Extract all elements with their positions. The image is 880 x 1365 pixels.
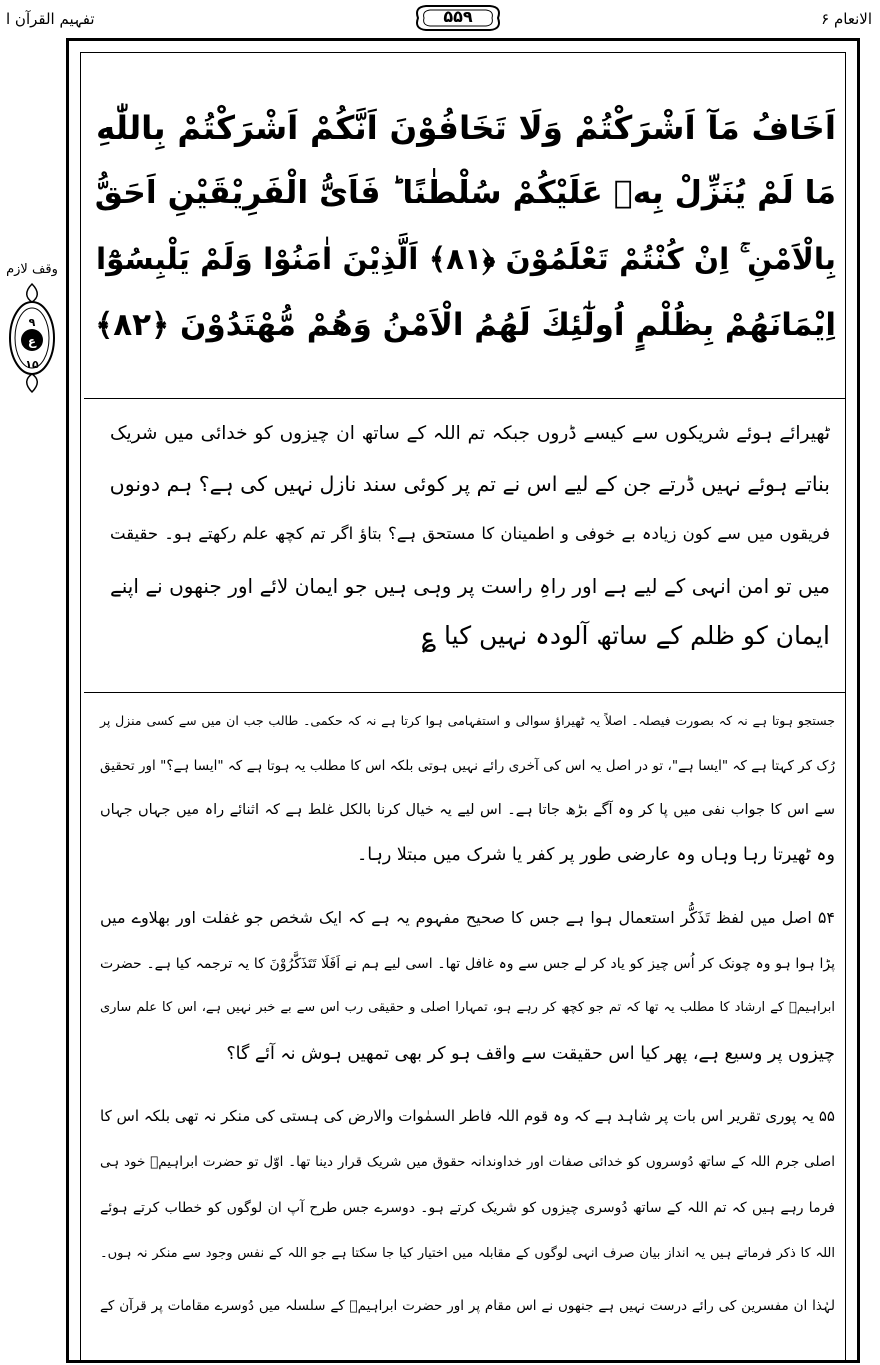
quran-line: مَا لَمْ يُنَزِّلْ بِهٖ عَلَيْكُمْ سُلْطٰنًا ؕ فَاَیُّ الْفَرِيْقَيْنِ اَحَقُّ [94, 175, 836, 211]
quran-line: اَخَافُ مَآ اَشْرَكْتُمْ وَلَا تَخَافُوْنَ اَنَّكُمْ اَشْرَكْتُمْ بِاللّٰهِ [96, 109, 836, 147]
note-54-line: ۵۴ اصل میں لفظ تَذَكُّر استعمال ہوا ہے جس کا صحیح مفہوم یہ ہے کہ ایک شخص جو غفلت اور بھلاوے میں [100, 908, 835, 927]
book-title: تفہیم القرآن ا [6, 10, 95, 28]
page-number: ۵۵۹ [443, 7, 473, 26]
ruku-symbol: ع [27, 334, 37, 348]
note-line: ابراہیمؑ کے ارشاد کا مطلب یہ تھا کہ تم جو کچھ کر رہے ہو، تمہارا اصلی و حقیقی رب اس سے بے خبر نہیں ہے، اس کا علم ساری [100, 1000, 835, 1015]
translation-line: میں تو امن انہی کے لیے ہے اور راہِ راست پر وہی ہیں جو ایمان لائے اور جنھوں نے اپنے [110, 574, 830, 598]
quran-line: بِالْاَمْنِ ۚ اِنْ كُنْتُمْ تَعْلَمُوْنَ ﴿۸۱﴾ اَلَّذِيْنَ اٰمَنُوْا وَلَمْ يَلْبِسُوْٓا [96, 242, 837, 276]
ruku-number-top: ۹ [28, 316, 36, 329]
quran-line: اِيْمَانَهُمْ بِظُلْمٍ اُولٰٓئِكَ لَهُمُ الْاَمْنُ وَهُمْ مُّهْتَدُوْنَ ﴿۸۲﴾ [95, 307, 836, 343]
section-divider [84, 398, 846, 399]
translation-line: فریقوں میں سے کون زیادہ بے خوفی و اطمینان کا مستحق ہے؟ بتاؤ اگر تم کچھ علم رکھتے ہو۔ حقیقت [110, 524, 830, 543]
note-line: لہٰذا ان مفسرین کی رائے درست نہیں ہے جنھوں نے اس مقام پر اور حضرت ابراہیمؑ کے سلسلہ میں دُوسرے مقامات پر قرآن کے [100, 1298, 835, 1314]
translation-line: بناتے ہوئے نہیں ڈرتے جن کے لیے اس نے تم پر کوئی سند نازل نہیں کی ہے؟ ہم دونوں [109, 472, 830, 496]
note-line: جستجو ہوتا ہے نہ کہ بصورت فیصلہ۔ اصلاً یہ ٹھیراؤ سوالی و استفہامی ہوا کرتا ہے نہ کہ حکمی۔ طالب جب ان میں سے کسی منزل پر [100, 713, 835, 728]
translation-line: ٹھیرائے ہوئے شریکوں سے کیسے ڈروں جبکہ تم اللہ کے ساتھ ان چیزوں کو خدائی میں شریک [110, 423, 830, 444]
note-line: اصلی جرم اللہ کے ساتھ دُوسروں کو خدائی صفات اور خداوندانہ حقوق میں شریک قرار دینا تھا۔ اوّل تو حضرت ابراہیمؑ خود ہی [100, 1154, 835, 1170]
note-line: وہ ٹھیرتا رہا وہاں وہ عارضی طور پر کفر یا شرک میں مبتلا رہا۔ [356, 845, 835, 865]
note-line: رُک کر کہتا ہے کہ "ایسا ہے"، تو در اصل یہ اس کی آخری رائے نہیں ہوتی بلکہ اس کا مطلب یہ ہوتا ہے کہ "ایسا ہے؟" اور تحقیق [100, 758, 835, 774]
note-line: سے اس کا جواب نفی میں پا کر وہ آگے بڑھ جاتا ہے۔ اس لیے یہ خیال کرنا بالکل غلط ہے کہ اثنائے راہ میں جہاں جہاں [100, 802, 835, 818]
ruku-number-bottom: ۱۵ [25, 358, 39, 371]
note-line: چیزوں پر وسیع ہے، پھر کیا اس حقیقت سے واقف ہو کر بھی تمھیں ہوش نہ آئے گا؟ [226, 1044, 835, 1064]
notes-divider [84, 692, 846, 693]
surah-name: الانعام ۶ [821, 10, 872, 28]
waqf-lazim-label: وقف لازم [6, 262, 58, 277]
note-line: فرما رہے ہیں کہ تم اللہ کے ساتھ دُوسری چیزوں کو شریک کرتے ہو۔ دوسرے جس طرح آپ ان لوگوں کو خطاب کرتے ہوئے [100, 1200, 835, 1216]
note-line: اللہ کا ذکر فرماتے ہیں یہ انداز بیان صرف انہی لوگوں کے مقابلہ میں اختیار کیا جا سکتا ہے جو اللہ کے نفس وجود سے منکر نہ ہوں۔ [100, 1246, 835, 1261]
note-line: پڑا ہوا ہو وہ چونک کر اُس چیز کو یاد کر لے جس سے وہ غافل تھا۔ اسی لیے ہم نے اَفَلَا تَتَذَكَّرُوْنَ کا یہ ترجمہ کیا ہے۔ حضرت [100, 956, 835, 972]
translation-line: ایمان کو ظلم کے ساتھ آلودہ نہیں کیا ؏ [421, 621, 830, 650]
note-55-line: ۵۵ یہ پوری تقریر اس بات پر شاہد ہے کہ وہ قوم اللہ فاطر السمٰوات والارض کی ہستی کی منکر نہ تھی بلکہ اس کا [100, 1107, 835, 1125]
